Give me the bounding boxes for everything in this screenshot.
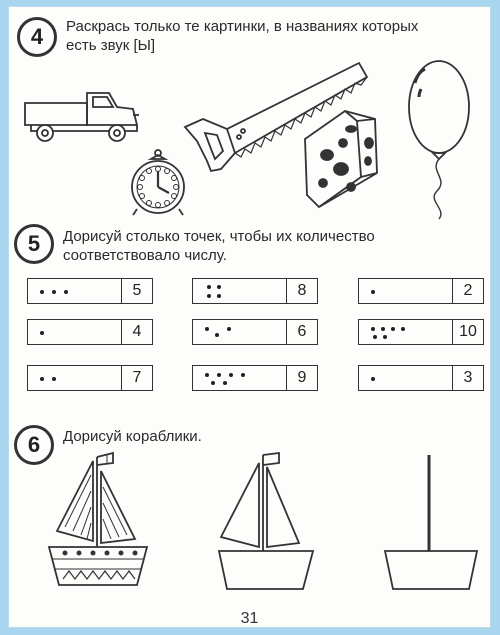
dot-area[interactable] [367,320,451,344]
dot [227,327,231,331]
dot [205,327,209,331]
dot [401,327,405,331]
dot [40,331,44,335]
boat-partial-icon[interactable] [209,447,319,597]
dot [371,377,375,381]
dot [371,290,375,294]
dot [211,381,215,385]
task-number-badge: 4 [17,17,57,57]
target-number: 4 [132,323,142,340]
task-4-line1: Раскрась только те картинки, в названиях которых [66,18,419,35]
cheese-icon[interactable] [297,103,387,213]
dot [381,327,385,331]
dot-count-box[interactable] [192,365,318,391]
dot-count-box[interactable] [358,319,484,345]
target-number: 2 [463,282,473,299]
dot-count-box[interactable] [358,365,484,391]
dot-count-box[interactable] [27,365,153,391]
target-number: 10 [459,323,477,340]
workbook-page [8,6,491,628]
dot [52,290,56,294]
dot [217,285,221,289]
boat-full-icon[interactable] [43,447,153,597]
dot-area[interactable] [367,279,451,303]
dot-count-box[interactable] [27,278,153,304]
target-number: 8 [297,282,307,299]
page-number: 31 [240,610,259,627]
task-5-line1: Дорисуй столько точек, чтобы их количество [63,228,375,245]
task-5-instruction [63,227,375,265]
target-number: 5 [132,282,142,299]
dot [373,335,377,339]
task-4-instruction [66,17,418,55]
dot [40,290,44,294]
balloon-icon[interactable] [399,53,479,223]
dot-area[interactable] [201,279,285,303]
target-number: 9 [297,369,307,386]
target-number: 7 [132,369,142,386]
dot-area[interactable] [36,366,120,390]
dot [371,327,375,331]
dot [52,377,56,381]
dot [207,285,211,289]
task-6-instruction: Дорисуй кораблики. [63,428,202,445]
dot [229,373,233,377]
dot [40,377,44,381]
dot [391,327,395,331]
dot [223,381,227,385]
dot [217,294,221,298]
dot-area[interactable] [367,366,451,390]
dot [383,335,387,339]
target-number: 6 [297,323,307,340]
target-number: 3 [463,369,473,386]
dot [217,373,221,377]
dot-count-box[interactable] [192,278,318,304]
dot-count-box[interactable] [27,319,153,345]
dot [207,294,211,298]
task-4-line2: есть звук [Ы] [66,37,156,54]
task-number-badge: 5 [14,224,54,264]
truck-icon[interactable] [21,85,143,147]
dot [205,373,209,377]
dot [241,373,245,377]
dot-area[interactable] [201,320,285,344]
dot-count-box[interactable] [192,319,318,345]
dot-area[interactable] [36,279,120,303]
dot [64,290,68,294]
boat-mast-only-icon[interactable] [373,447,483,597]
task-5-line2: соответствовало числу. [63,247,227,264]
dot [215,333,219,337]
task-number-badge: 6 [14,425,54,465]
dot-area[interactable] [201,366,285,390]
dot-area[interactable] [36,320,120,344]
dot-count-box[interactable] [358,278,484,304]
